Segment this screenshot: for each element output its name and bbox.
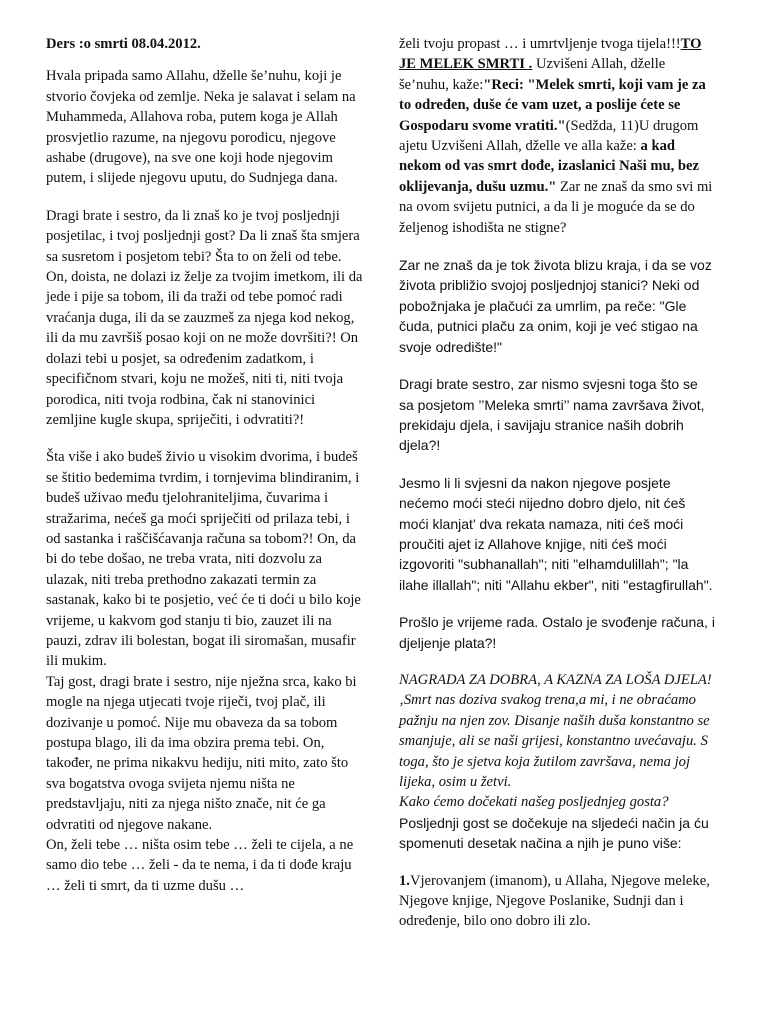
list-item bbox=[399, 871, 715, 932]
quran-quote-sajda: "Reci: "Melek smrti, koji vam je za to određen, duše će vam uzet, a poslije ćete se Gospodaru svome vratiti." bbox=[399, 76, 706, 134]
paragraph-life-end: Zar ne znaš da je tok života blizu kraja, i da se voz života približio svojoj posljednjoj stanici? Neki od pobožnjaka je plačući za umrlim, pa reče: "Gle čuda, putnici plaču za onim, koji je već stigao na svoje odredište!" bbox=[399, 257, 712, 355]
paragraph-ways-intro: Posljednji gost se dočekuje na sljedeći način ja ću spomenuti desetak načina a njih je puno više: bbox=[399, 814, 709, 852]
paragraph-angel-of-death bbox=[399, 34, 715, 238]
quran-quote-second: a kad nekom od vas smrt dođe, izaslanici Naši mu, bez oklijevanja, dušu uzmu." bbox=[399, 138, 699, 195]
text-run: Uzvišeni Allah, dželle še’nuhu, kaže: bbox=[399, 56, 666, 93]
paragraph-high-palaces: Šta više i ako budeš živio u visokim dvorima, i budeš se štitio bedemima tvrdim, i tornjevima blindiranim, i budeš uživao među tjelohraniteljima, čuvarima i stražarima, nećeš ga moći spriječiti od prilaza tebi, i od sastanka i raščišćavanja računa sa tobom?! On, da bi do tebe došao, ne treba vrata, niti dozvolu za ulazak, niti treba prethodno zakazati termin za sastanak, kako bi te posjetio, već će ti doći u bilo koje vrijeme, u kakvom god stanju ti bio, zauzet ili na pauzi, zdrav ili bolestan, bogat ili siromašan, musafir ili mukim. bbox=[46, 449, 361, 670]
left-column bbox=[46, 34, 364, 913]
paragraph-no-more-deeds: Jesmo li li svjesni da nakon njegove posjete nećemo moći steći nijedno dobro djelo, nit ćeš moći klanjat’ dva rekata namaza, niti ćeš moći proučiti ajet iz Allahove knjige, niti ćeš moći izgovoriti "subhanallah"; niti "elhamdulillah"; "la ilahe illallah"; niti "Allahu ekber", niti "estagfirullah". bbox=[399, 474, 713, 593]
paragraph-how-welcome: Kako ćemo dočekati našeg posljednjeg gosta? bbox=[399, 794, 669, 811]
document-title: Ders :o smrti 08.04.2012. bbox=[46, 36, 201, 52]
list-item-text: Vjerovanjem (imanom), u Allaha, Njegove meleke, Njegove knjige, Njegove Poslanike, Sudnji dan i određenje, bilo ono dobro ili zlo. bbox=[399, 872, 710, 930]
paragraph-wants-you: On, želi tebe … ništa osim tebe … želi te cijela, a ne samo dio tebe … želi - da te nema, i da ti dođe kraju … želi ti smrt, da ti uzme dušu … bbox=[46, 837, 354, 894]
right-column bbox=[399, 34, 715, 949]
angel-of-death-heading: TO JE MELEK SMRTI . bbox=[399, 36, 702, 73]
text-run: Zar ne znaš da smo svi mi na ovom svijetu putnici, a da li je moguće da se do željenog ishodišta ne stigne? bbox=[399, 178, 713, 236]
paragraph-time-passed: Prošlo je vrijeme rada. Ostalo je svođenje računa, i djeljenje plata?! bbox=[399, 614, 715, 651]
text-run: želi tvoju propast … i umrtvljenje tvoga tijela!!! bbox=[399, 36, 681, 52]
paragraph-death-calls: ‚Smrt nas doziva svakog trena,a mi, i ne obraćamo pažnju na njen zov. Disanje naših duša konstantno se smanjuje, ali se naši grijesi, konstantno uvećavaju. S toga, što je sjetva koja žutilom završava, nema joj lijeka, osim u žetvi. bbox=[399, 692, 710, 790]
paragraph-last-visitor: Dragi brate i sestro, da li znaš ko je tvoj posljednji posjetilac, i tvoj posljednji gost? Da li znaš šta smjera sa susretom i posjetom tebi? Šta to on želi od tebe. On, doista, ne dolazi iz želje za tvojim imetkom, ili da jede i pije sa tobom, ili da traži od tebe pomoć radi vraćanja duga, ili da se zauzmeš za njega kod nekog, ili da mu završiš posao koji on ne može dovršiti?! On dolazi tebi u posjet, sa određenim zadatkom, i specifičnom stvari, koju ne možeš, niti ti, niti tvoja porodica, niti tvoja rodbina, čak ni stanovinici zemljine kugle skupa, spriječiti, i odvratiti?! bbox=[46, 207, 363, 428]
section-heading-reward: NAGRADA ZA DOBRA, A KAZNA ZA LOŠA DJELA! bbox=[399, 671, 712, 688]
paragraph-are-we-aware: Dragi brate sestro, zar nismo svjesni toga što se sa posjetom ’’Meleka smrti’’ nama završava život, prekidaju djela, i savijaju stranice naših dobrih djela?! bbox=[399, 376, 705, 454]
paragraph-guest-heart: Taj gost, dragi brate i sestro, nije nježna srca, kako bi mogle na njega utjecati tvoje riječi, tvoj plač, ili dozivanje u pomoć. Nije mu obaveza da sa tobom postupa blago, ili da ima obzira prema tebi. On, također, ne prima nikakvu hediju, niti mito, zato što sva bogatstva ovoga svijeta njemu ništa ne predstavljaju, niti za njega ništo znače, nit će ga odvratiti od njegove nakane. bbox=[46, 673, 357, 833]
list-item-number: 1. bbox=[399, 872, 410, 889]
text-run: (Sedžda, 11)U drugom ajetu Uzvišeni Allah, dželle ve alla kaže: bbox=[399, 117, 699, 155]
paragraph-intro: Hvala pripada samo Allahu, dželle še’nuhu, koji je stvorio čovjeka od zemlje. Neka je salavat i selam na Muhammeda, Allahova roba, putem koga je Allah prosvjetlio razume, na njegovu porodicu, njegove ashabe (drugove), na sve one koji hode njegovim putem, i slijede njegovu uputu, do Sudnjega dana. bbox=[46, 68, 356, 187]
